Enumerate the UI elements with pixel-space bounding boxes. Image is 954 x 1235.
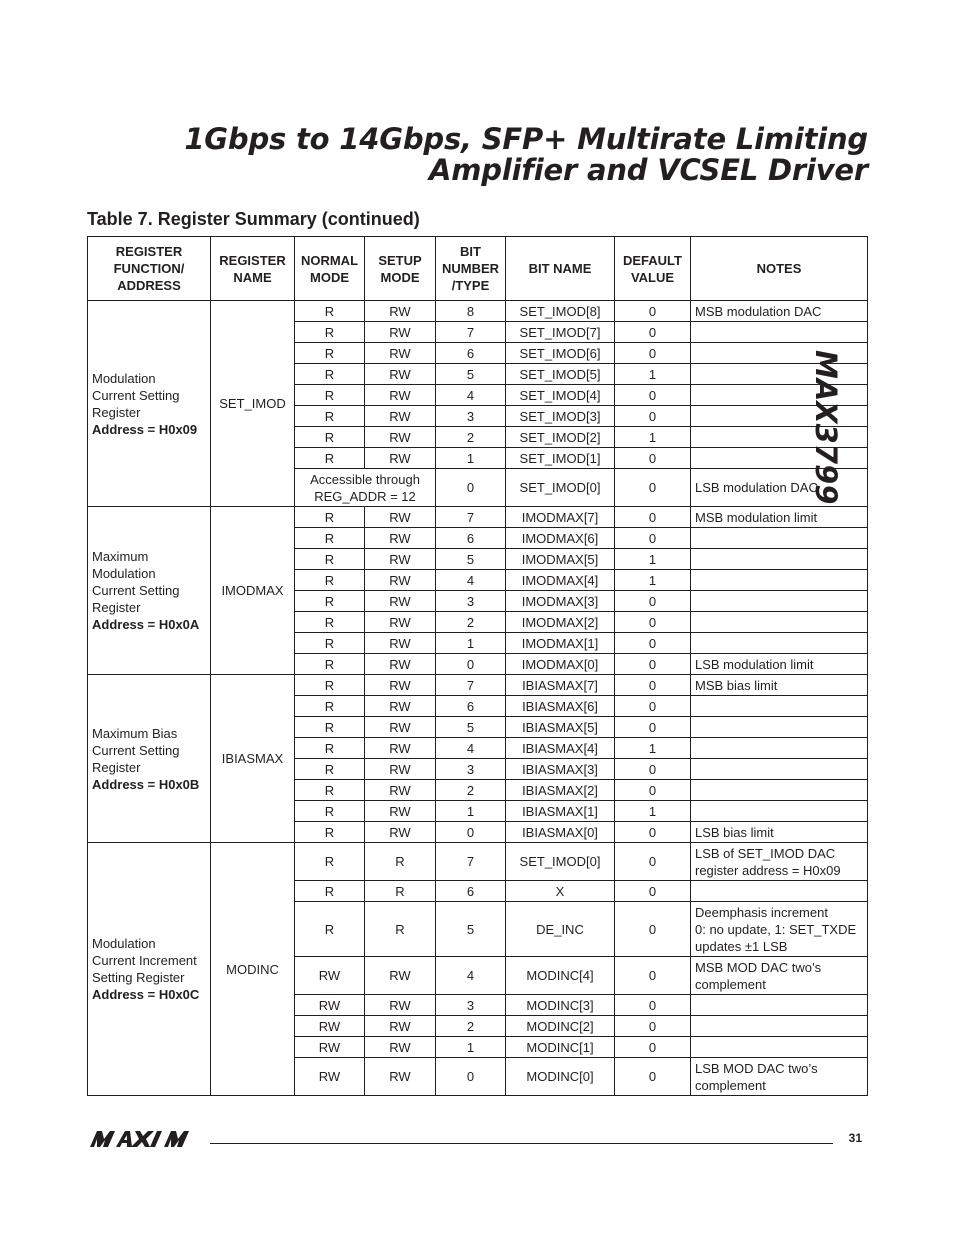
notes-cell <box>691 385 868 406</box>
setup-mode-cell: RW <box>365 364 436 385</box>
register-function-cell: Modulation Current Setting Register Address = H0x09 <box>88 301 211 507</box>
default-value-cell: 1 <box>615 801 691 822</box>
bit-name-cell: SET_IMOD[6] <box>506 343 615 364</box>
page-number: 31 <box>848 1131 862 1145</box>
table-row <box>88 507 868 528</box>
bit-name-cell: IMODMAX[0] <box>506 654 615 675</box>
bit-number-cell: 1 <box>436 633 506 654</box>
setup-mode-cell: R <box>365 843 436 881</box>
bit-number-cell: 6 <box>436 528 506 549</box>
bit-number-cell: 2 <box>436 1016 506 1037</box>
register-address: Address = H0x0A <box>92 617 200 632</box>
setup-mode-cell: RW <box>365 427 436 448</box>
bit-name-cell: SET_IMOD[0] <box>506 469 615 507</box>
table-header-row <box>88 237 868 301</box>
normal-mode-cell: R <box>295 528 365 549</box>
header-default-value: DEFAULT VALUE <box>615 237 691 301</box>
bit-number-cell: 6 <box>436 343 506 364</box>
notes-cell: MSB modulation limit <box>691 507 868 528</box>
default-value-cell: 0 <box>615 902 691 957</box>
notes-cell: LSB of SET_IMOD DAC register address = H0x09 <box>691 843 868 881</box>
bit-number-cell: 5 <box>436 902 506 957</box>
table-caption: Table 7. Register Summary (continued) <box>87 209 420 229</box>
setup-mode-cell: RW <box>365 322 436 343</box>
normal-mode-cell: R <box>295 364 365 385</box>
default-value-cell: 1 <box>615 738 691 759</box>
bit-name-cell: SET_IMOD[7] <box>506 322 615 343</box>
bit-number-cell: 3 <box>436 591 506 612</box>
bit-name-cell: IMODMAX[6] <box>506 528 615 549</box>
notes-cell: MSB bias limit <box>691 675 868 696</box>
default-value-cell: 0 <box>615 633 691 654</box>
default-value-cell: 0 <box>615 301 691 322</box>
default-value-cell: 0 <box>615 1037 691 1058</box>
bit-name-cell: MODINC[0] <box>506 1058 615 1096</box>
bit-name-cell: SET_IMOD[0] <box>506 843 615 881</box>
notes-cell <box>691 780 868 801</box>
bit-number-cell: 1 <box>436 1037 506 1058</box>
header-register-name: REGISTER NAME <box>211 237 295 301</box>
setup-mode-cell: R <box>365 902 436 957</box>
setup-mode-cell: RW <box>365 1016 436 1037</box>
normal-mode-cell: R <box>295 654 365 675</box>
bit-name-cell: SET_IMOD[4] <box>506 385 615 406</box>
default-value-cell: 0 <box>615 759 691 780</box>
bit-number-cell: 1 <box>436 448 506 469</box>
register-function-cell: Maximum Bias Current Setting Register Address = H0x0B <box>88 675 211 843</box>
default-value-cell: 1 <box>615 364 691 385</box>
register-summary-table <box>87 236 868 1096</box>
notes-cell <box>691 1037 868 1058</box>
bit-name-cell: IBIASMAX[2] <box>506 780 615 801</box>
notes-cell <box>691 717 868 738</box>
part-number-side-label: MAX3799 <box>809 350 843 505</box>
register-address: Address = H0x0B <box>92 776 200 792</box>
default-value-cell: 0 <box>615 591 691 612</box>
notes-cell <box>691 364 868 385</box>
bit-name-cell: MODINC[4] <box>506 957 615 995</box>
notes-cell <box>691 995 868 1016</box>
default-value-cell: 0 <box>615 654 691 675</box>
bit-name-cell: SET_IMOD[8] <box>506 301 615 322</box>
notes-cell: LSB bias limit <box>691 822 868 843</box>
footer-rule <box>210 1143 833 1144</box>
notes-cell <box>691 633 868 654</box>
setup-mode-cell: R <box>365 881 436 902</box>
default-value-cell: 0 <box>615 822 691 843</box>
bit-number-cell: 3 <box>436 759 506 780</box>
bit-number-cell: 7 <box>436 843 506 881</box>
default-value-cell: 0 <box>615 717 691 738</box>
bit-number-cell: 0 <box>436 469 506 507</box>
default-value-cell: 0 <box>615 675 691 696</box>
setup-mode-cell: RW <box>365 343 436 364</box>
register-function-cell: Modulation Current Increment Setting Register Address = H0x0C <box>88 843 211 1096</box>
register-address: Address = H0x0C <box>92 987 200 1002</box>
notes-cell: LSB modulation limit <box>691 654 868 675</box>
register-function-cell: Maximum Modulation Current Setting Register Address = H0x0A <box>88 507 211 675</box>
bit-number-cell: 7 <box>436 322 506 343</box>
bit-number-cell: 3 <box>436 995 506 1016</box>
bit-number-cell: 4 <box>436 738 506 759</box>
register-name-cell: SET_IMOD <box>211 301 295 507</box>
document-title <box>184 124 868 186</box>
default-value-cell: 0 <box>615 322 691 343</box>
normal-mode-cell: R <box>295 881 365 902</box>
bit-name-cell: IMODMAX[4] <box>506 570 615 591</box>
setup-mode-cell: RW <box>365 995 436 1016</box>
setup-mode-cell: RW <box>365 1037 436 1058</box>
notes-cell: MSB modulation DAC <box>691 301 868 322</box>
notes-cell <box>691 738 868 759</box>
notes-cell <box>691 612 868 633</box>
default-value-cell: 0 <box>615 881 691 902</box>
notes-cell <box>691 427 868 448</box>
normal-mode-cell: R <box>295 343 365 364</box>
normal-mode-cell: R <box>295 549 365 570</box>
setup-mode-cell: RW <box>365 448 436 469</box>
bit-name-cell: IMODMAX[7] <box>506 507 615 528</box>
bit-number-cell: 7 <box>436 507 506 528</box>
normal-mode-cell: R <box>295 301 365 322</box>
maxim-logo <box>88 1131 198 1147</box>
normal-mode-cell: RW <box>295 1016 365 1037</box>
bit-number-cell: 2 <box>436 612 506 633</box>
bit-name-cell: IBIASMAX[0] <box>506 822 615 843</box>
bit-number-cell: 4 <box>436 385 506 406</box>
normal-mode-cell: RW <box>295 995 365 1016</box>
bit-number-cell: 1 <box>436 801 506 822</box>
register-name-cell: IBIASMAX <box>211 675 295 843</box>
bit-name-cell: IBIASMAX[7] <box>506 675 615 696</box>
register-name-cell: MODINC <box>211 843 295 1096</box>
default-value-cell: 0 <box>615 780 691 801</box>
normal-mode-cell: R <box>295 448 365 469</box>
notes-cell <box>691 881 868 902</box>
normal-mode-cell: R <box>295 406 365 427</box>
bit-number-cell: 0 <box>436 1058 506 1096</box>
default-value-cell: 0 <box>615 528 691 549</box>
setup-mode-cell: RW <box>365 591 436 612</box>
default-value-cell: 0 <box>615 385 691 406</box>
default-value-cell: 0 <box>615 469 691 507</box>
normal-mode-cell: R <box>295 591 365 612</box>
normal-mode-cell: R <box>295 696 365 717</box>
bit-number-cell: 0 <box>436 822 506 843</box>
notes-cell <box>691 1016 868 1037</box>
notes-cell <box>691 801 868 822</box>
table-row <box>88 843 868 881</box>
bit-number-cell: 2 <box>436 780 506 801</box>
normal-mode-cell: R <box>295 675 365 696</box>
setup-mode-cell: RW <box>365 654 436 675</box>
setup-mode-cell: RW <box>365 528 436 549</box>
normal-mode-cell: R <box>295 717 365 738</box>
bit-name-cell: IBIASMAX[3] <box>506 759 615 780</box>
header-bit-name: BIT NAME <box>506 237 615 301</box>
normal-mode-cell: RW <box>295 1037 365 1058</box>
normal-mode-cell: R <box>295 612 365 633</box>
default-value-cell: 0 <box>615 507 691 528</box>
setup-mode-cell: RW <box>365 507 436 528</box>
bit-number-cell: 4 <box>436 570 506 591</box>
normal-mode-cell: R <box>295 780 365 801</box>
notes-cell: Deemphasis increment 0: no update, 1: SET_TXDE updates ±1 LSB <box>691 902 868 957</box>
bit-name-cell: IBIASMAX[6] <box>506 696 615 717</box>
setup-mode-cell: RW <box>365 675 436 696</box>
bit-number-cell: 5 <box>436 364 506 385</box>
bit-number-cell: 6 <box>436 696 506 717</box>
register-address: Address = H0x09 <box>92 421 198 437</box>
bit-name-cell: SET_IMOD[2] <box>506 427 615 448</box>
bit-name-cell: IBIASMAX[1] <box>506 801 615 822</box>
bit-number-cell: 6 <box>436 881 506 902</box>
default-value-cell: 0 <box>615 995 691 1016</box>
setup-mode-cell: RW <box>365 759 436 780</box>
header-setup-mode: SETUP MODE <box>365 237 436 301</box>
bit-name-cell: SET_IMOD[1] <box>506 448 615 469</box>
normal-mode-cell: R <box>295 822 365 843</box>
bit-name-cell: SET_IMOD[3] <box>506 406 615 427</box>
setup-mode-cell: RW <box>365 385 436 406</box>
setup-mode-cell: RW <box>365 801 436 822</box>
normal-mode-cell: R <box>295 427 365 448</box>
normal-mode-cell: R <box>295 322 365 343</box>
setup-mode-cell: RW <box>365 406 436 427</box>
header-notes: NOTES <box>691 237 868 301</box>
notes-cell: LSB modulation DAC <box>691 469 868 507</box>
bit-name-cell: IBIASMAX[4] <box>506 738 615 759</box>
table-row <box>88 675 868 696</box>
bit-number-cell: 7 <box>436 675 506 696</box>
register-name-cell: IMODMAX <box>211 507 295 675</box>
setup-mode-cell: RW <box>365 633 436 654</box>
bit-number-cell: 5 <box>436 549 506 570</box>
normal-mode-cell: R <box>295 902 365 957</box>
normal-mode-cell: R <box>295 738 365 759</box>
setup-mode-cell: RW <box>365 957 436 995</box>
notes-cell <box>691 759 868 780</box>
normal-mode-cell: R <box>295 633 365 654</box>
mode-cell-merged: Accessible through REG_ADDR = 12 <box>295 469 436 507</box>
bit-number-cell: 4 <box>436 957 506 995</box>
setup-mode-cell: RW <box>365 1058 436 1096</box>
setup-mode-cell: RW <box>365 612 436 633</box>
default-value-cell: 1 <box>615 570 691 591</box>
document-title-line-1: 1Gbps to 14Gbps, SFP+ Multirate Limiting <box>184 122 868 156</box>
notes-cell <box>691 528 868 549</box>
setup-mode-cell: RW <box>365 696 436 717</box>
notes-cell <box>691 448 868 469</box>
bit-name-cell: X <box>506 881 615 902</box>
notes-cell <box>691 570 868 591</box>
notes-cell <box>691 322 868 343</box>
notes-cell <box>691 343 868 364</box>
notes-cell: LSB MOD DAC two’s complement <box>691 1058 868 1096</box>
bit-name-cell: MODINC[2] <box>506 1016 615 1037</box>
notes-cell <box>691 406 868 427</box>
setup-mode-cell: RW <box>365 738 436 759</box>
bit-name-cell: IBIASMAX[5] <box>506 717 615 738</box>
bit-name-cell: SET_IMOD[5] <box>506 364 615 385</box>
notes-cell: MSB MOD DAC two’s complement <box>691 957 868 995</box>
normal-mode-cell: R <box>295 843 365 881</box>
normal-mode-cell: R <box>295 385 365 406</box>
normal-mode-cell: R <box>295 801 365 822</box>
bit-name-cell: MODINC[1] <box>506 1037 615 1058</box>
normal-mode-cell: RW <box>295 1058 365 1096</box>
bit-name-cell: MODINC[3] <box>506 995 615 1016</box>
default-value-cell: 0 <box>615 696 691 717</box>
bit-name-cell: IMODMAX[3] <box>506 591 615 612</box>
setup-mode-cell: RW <box>365 549 436 570</box>
bit-number-cell: 5 <box>436 717 506 738</box>
bit-number-cell: 2 <box>436 427 506 448</box>
table-row <box>88 301 868 322</box>
notes-cell <box>691 696 868 717</box>
bit-name-cell: IMODMAX[5] <box>506 549 615 570</box>
default-value-cell: 0 <box>615 957 691 995</box>
bit-name-cell: IMODMAX[2] <box>506 612 615 633</box>
default-value-cell: 0 <box>615 1058 691 1096</box>
default-value-cell: 0 <box>615 343 691 364</box>
default-value-cell: 1 <box>615 549 691 570</box>
default-value-cell: 1 <box>615 427 691 448</box>
setup-mode-cell: RW <box>365 301 436 322</box>
default-value-cell: 0 <box>615 612 691 633</box>
bit-number-cell: 3 <box>436 406 506 427</box>
header-bit-number: BIT NUMBER /TYPE <box>436 237 506 301</box>
setup-mode-cell: RW <box>365 570 436 591</box>
setup-mode-cell: RW <box>365 822 436 843</box>
notes-cell <box>691 591 868 612</box>
register-table-body <box>88 301 868 1096</box>
document-title-line-2: Amplifier and VCSEL Driver <box>429 153 868 187</box>
header-register-function: REGISTER FUNCTION/ ADDRESS <box>88 237 211 301</box>
bit-name-cell: DE_INC <box>506 902 615 957</box>
default-value-cell: 0 <box>615 843 691 881</box>
notes-cell <box>691 549 868 570</box>
normal-mode-cell: R <box>295 759 365 780</box>
setup-mode-cell: RW <box>365 780 436 801</box>
default-value-cell: 0 <box>615 448 691 469</box>
default-value-cell: 0 <box>615 406 691 427</box>
bit-number-cell: 0 <box>436 654 506 675</box>
default-value-cell: 0 <box>615 1016 691 1037</box>
header-normal-mode: NORMAL MODE <box>295 237 365 301</box>
normal-mode-cell: R <box>295 570 365 591</box>
setup-mode-cell: RW <box>365 717 436 738</box>
bit-number-cell: 8 <box>436 301 506 322</box>
normal-mode-cell: RW <box>295 957 365 995</box>
normal-mode-cell: R <box>295 507 365 528</box>
bit-name-cell: IMODMAX[1] <box>506 633 615 654</box>
